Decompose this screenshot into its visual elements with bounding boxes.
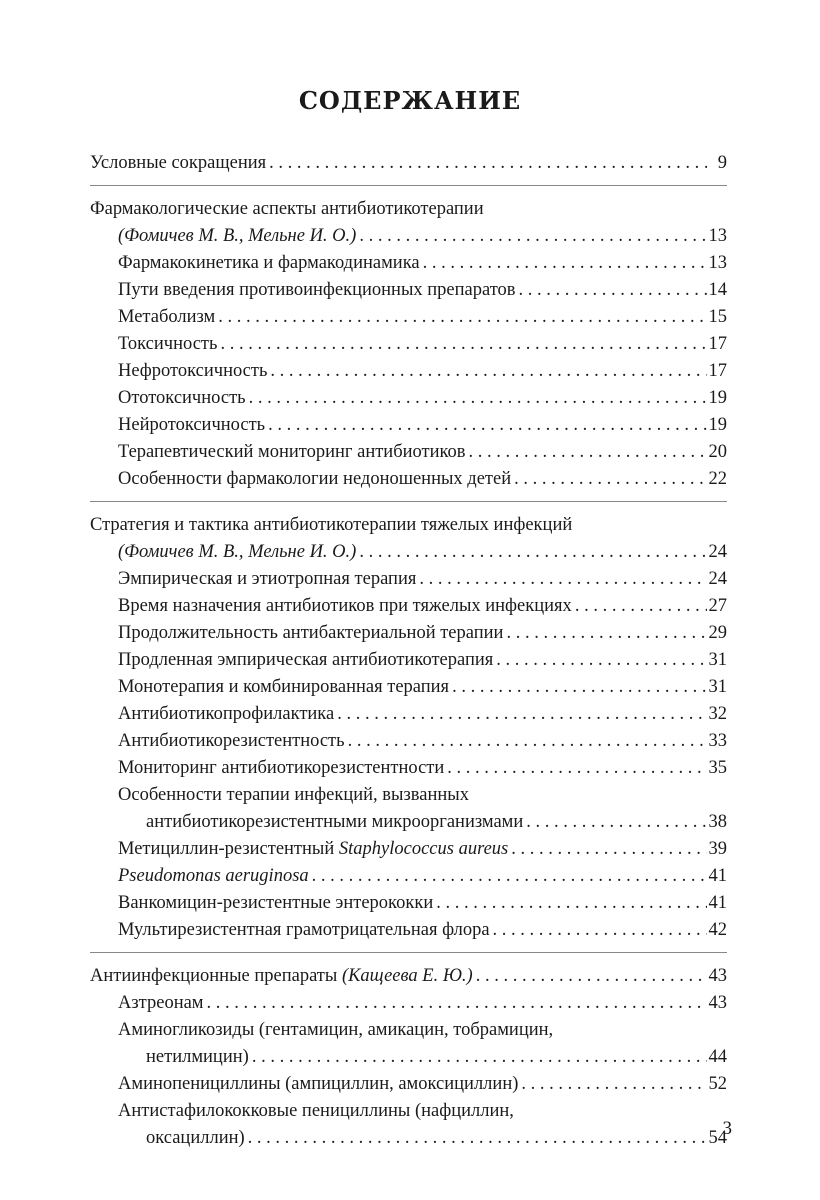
dot-leader bbox=[359, 223, 706, 250]
toc-entry-title bbox=[118, 1071, 518, 1098]
toc-page-number: 24 bbox=[708, 569, 727, 589]
dot-leader bbox=[207, 990, 707, 1017]
toc-entry[interactable] bbox=[90, 836, 727, 863]
toc-page-number: 42 bbox=[708, 920, 727, 940]
toc-entry-title bbox=[118, 890, 433, 917]
toc-entry-title bbox=[118, 385, 246, 412]
dot-leader bbox=[511, 836, 706, 863]
toc-page-number: 14 bbox=[708, 280, 727, 300]
toc-page-number: 52 bbox=[708, 1074, 727, 1094]
toc-entry-title bbox=[118, 539, 356, 566]
toc-page-number: 24 bbox=[708, 542, 727, 562]
toc-entry[interactable] bbox=[90, 304, 727, 331]
dot-leader bbox=[270, 358, 706, 385]
dot-leader bbox=[476, 963, 707, 990]
toc-entry-text: Продленная эмпирическая антибиотикотерапия bbox=[118, 650, 494, 670]
toc-entry-text: Нейротоксичность bbox=[118, 415, 266, 435]
toc-entry-text: Фармакокинетика и фармакодинамика bbox=[118, 253, 420, 273]
toc-entry[interactable] bbox=[90, 466, 727, 493]
toc-page-number: 41 bbox=[708, 866, 727, 886]
toc-entry-title bbox=[90, 963, 473, 990]
toc-entry-text: антибиотикорезистентными микроорганизмами bbox=[146, 812, 524, 832]
toc-entry[interactable] bbox=[90, 331, 727, 358]
toc-entry-text: Метициллин-резистентный bbox=[118, 839, 339, 859]
toc-page-number: 43 bbox=[708, 966, 727, 986]
dot-leader bbox=[496, 647, 706, 674]
dot-leader bbox=[252, 1044, 707, 1071]
toc-entry-line[interactable]: Антистафилококковые пенициллины (нафциллин, bbox=[118, 1101, 514, 1121]
dot-leader bbox=[312, 863, 707, 890]
dot-leader bbox=[337, 701, 706, 728]
toc-entry-text: Токсичность bbox=[118, 334, 218, 354]
toc-entry[interactable] bbox=[90, 1044, 727, 1071]
toc-page-number: 31 bbox=[708, 650, 727, 670]
toc-page-number: 43 bbox=[708, 993, 727, 1013]
toc-entry-title bbox=[118, 304, 215, 331]
dot-leader bbox=[423, 250, 707, 277]
table-of-contents bbox=[90, 150, 727, 1152]
toc-page-number: 15 bbox=[708, 307, 727, 327]
dot-leader bbox=[526, 809, 706, 836]
toc-entry-title bbox=[118, 250, 420, 277]
section-divider bbox=[90, 952, 727, 953]
toc-entry-title bbox=[118, 566, 416, 593]
toc-page-number: 29 bbox=[708, 623, 727, 643]
toc-entry-text: Азтреонам bbox=[118, 993, 204, 1013]
toc-page-number: 41 bbox=[708, 893, 727, 913]
toc-entry-text: Терапевтический мониторинг антибиотиков bbox=[118, 442, 466, 462]
toc-entry-text: Продолжительность антибактериальной терапии bbox=[118, 623, 504, 643]
toc-entry-title bbox=[146, 809, 523, 836]
toc-entry-title bbox=[118, 439, 466, 466]
toc-entry-title bbox=[118, 917, 490, 944]
dot-leader bbox=[521, 1071, 706, 1098]
dot-leader bbox=[575, 593, 707, 620]
toc-page-number: 9 bbox=[717, 153, 727, 173]
toc-entry[interactable] bbox=[90, 890, 727, 917]
toc-section-heading[interactable]: Фармакологические аспекты антибиотикотерапии bbox=[90, 199, 484, 219]
toc-entry-title bbox=[118, 647, 493, 674]
toc-entry-italic: (Кащеева Е. Ю.) bbox=[341, 966, 473, 986]
toc-page-number: 19 bbox=[708, 415, 727, 435]
toc-entry[interactable] bbox=[90, 917, 727, 944]
toc-entry[interactable] bbox=[90, 809, 727, 836]
toc-page-number: 13 bbox=[708, 226, 727, 246]
toc-entry[interactable] bbox=[90, 701, 727, 728]
toc-entry[interactable] bbox=[90, 439, 727, 466]
dot-leader bbox=[220, 331, 706, 358]
toc-entry-text: Нефротоксичность bbox=[118, 361, 268, 381]
toc-entry-title bbox=[146, 1125, 245, 1152]
page-title: СОДЕРЖАНИЕ bbox=[298, 86, 522, 115]
toc-entry[interactable] bbox=[90, 863, 727, 890]
toc-entry[interactable] bbox=[90, 593, 727, 620]
toc-entry-text: Монотерапия и комбинированная терапия bbox=[118, 677, 450, 697]
toc-entry[interactable] bbox=[90, 358, 727, 385]
toc-entry-italic: (Фомичев М. В., Мельне И. О.) bbox=[118, 542, 357, 562]
toc-page-number: 39 bbox=[708, 839, 727, 859]
toc-entry-title bbox=[118, 836, 508, 863]
dot-leader bbox=[469, 439, 707, 466]
toc-page-number: 17 bbox=[708, 334, 727, 354]
page-number: 3 bbox=[722, 1118, 732, 1139]
dot-leader bbox=[218, 304, 706, 331]
toc-entry[interactable] bbox=[90, 1071, 727, 1098]
dot-leader bbox=[514, 466, 706, 493]
toc-entry[interactable] bbox=[90, 385, 727, 412]
toc-page-number: 35 bbox=[708, 758, 727, 778]
toc-entry-title bbox=[118, 755, 444, 782]
toc-entry[interactable] bbox=[90, 1125, 727, 1152]
toc-page-number: 17 bbox=[708, 361, 727, 381]
toc-entry[interactable] bbox=[90, 277, 727, 304]
dot-leader bbox=[493, 917, 707, 944]
dot-leader bbox=[359, 539, 706, 566]
toc-entry-text: Ототоксичность bbox=[118, 388, 246, 408]
toc-entry-text: Антибиотикопрофилактика bbox=[118, 704, 335, 724]
toc-entry-title bbox=[118, 466, 511, 493]
toc-page-number: 38 bbox=[708, 812, 727, 832]
dot-leader bbox=[436, 890, 706, 917]
toc-entry-italic: Staphylococcus aureus bbox=[338, 839, 509, 859]
toc-entry-text: Антибиотикорезистентность bbox=[118, 731, 345, 751]
toc-entry[interactable] bbox=[90, 150, 727, 177]
toc-entry-text: Пути введения противоинфекционных препаратов bbox=[118, 280, 516, 300]
toc-page-number: 31 bbox=[708, 677, 727, 697]
toc-entry-title bbox=[118, 223, 356, 250]
toc-entry-text: оксациллин) bbox=[146, 1128, 245, 1148]
toc-page-number: 20 bbox=[708, 442, 727, 462]
toc-entry-line[interactable]: Аминогликозиды (гентамицин, амикацин, тобрамицин, bbox=[118, 1020, 554, 1040]
toc-entry-text: Антиинфекционные препараты bbox=[90, 966, 342, 986]
toc-page-number: 27 bbox=[708, 596, 727, 616]
toc-entry-title bbox=[118, 863, 309, 890]
toc-entry[interactable] bbox=[90, 728, 727, 755]
toc-entry-title bbox=[118, 674, 449, 701]
toc-entry-text: Мультирезистентная грамотрицательная флора bbox=[118, 920, 490, 940]
toc-entry-text: нетилмицин) bbox=[146, 1047, 249, 1067]
toc-entry-text: Мониторинг антибиотикорезистентности bbox=[118, 758, 445, 778]
toc-entry[interactable] bbox=[90, 647, 727, 674]
toc-entry-title bbox=[118, 593, 572, 620]
toc-entry[interactable] bbox=[90, 250, 727, 277]
dot-leader bbox=[268, 412, 706, 439]
toc-entry[interactable] bbox=[90, 755, 727, 782]
toc-entry-text: Условные сокращения bbox=[90, 153, 267, 173]
toc-entry[interactable] bbox=[90, 963, 727, 990]
toc-page-number: 22 bbox=[708, 469, 727, 489]
toc-entry-text: Эмпирическая и этиотропная терапия bbox=[118, 569, 417, 589]
toc-entry-title bbox=[118, 620, 503, 647]
dot-leader bbox=[447, 755, 706, 782]
toc-entry-italic: (Фомичев М. В., Мельне И. О.) bbox=[118, 226, 357, 246]
toc-entry[interactable] bbox=[90, 990, 727, 1017]
toc-page-number: 13 bbox=[708, 253, 727, 273]
toc-entry-title bbox=[118, 331, 217, 358]
dot-leader bbox=[248, 1125, 707, 1152]
dot-leader bbox=[348, 728, 707, 755]
toc-entry-text: Особенности фармакологии недоношенных детей bbox=[118, 469, 512, 489]
toc-entry[interactable] bbox=[90, 412, 727, 439]
dot-leader bbox=[249, 385, 707, 412]
toc-entry-title bbox=[118, 701, 334, 728]
toc-entry-line[interactable]: Особенности терапии инфекций, вызванных bbox=[118, 785, 469, 805]
toc-entry-title bbox=[146, 1044, 249, 1071]
toc-entry-title bbox=[118, 277, 516, 304]
toc-entry-text: Время назначения антибиотиков при тяжелых инфекциях bbox=[118, 596, 572, 616]
toc-entry-title bbox=[118, 412, 265, 439]
toc-entry[interactable] bbox=[90, 620, 727, 647]
section-divider bbox=[90, 501, 727, 502]
toc-entry-title bbox=[118, 990, 204, 1017]
dot-leader bbox=[419, 566, 706, 593]
toc-entry-title bbox=[118, 728, 345, 755]
toc-entry[interactable] bbox=[90, 539, 727, 566]
toc-entry[interactable] bbox=[90, 566, 727, 593]
dot-leader bbox=[452, 674, 706, 701]
toc-entry-title bbox=[90, 150, 266, 177]
toc-page-number: 54 bbox=[708, 1128, 727, 1148]
section-divider bbox=[90, 185, 727, 186]
toc-entry-text: Ванкомицин-резистентные энтерококки bbox=[118, 893, 434, 913]
toc-entry-text: Аминопенициллины (ампициллин, амоксициллин) bbox=[118, 1074, 519, 1094]
toc-page-number: 32 bbox=[708, 704, 727, 724]
toc-page-number: 44 bbox=[708, 1047, 727, 1067]
dot-leader bbox=[506, 620, 706, 647]
toc-page-number: 19 bbox=[708, 388, 727, 408]
toc-section-heading[interactable]: Стратегия и тактика антибиотикотерапии тяжелых инфекций bbox=[90, 515, 573, 535]
toc-entry-italic: Pseudomonas aeruginosa bbox=[118, 866, 309, 886]
dot-leader bbox=[519, 277, 707, 304]
toc-entry[interactable] bbox=[90, 674, 727, 701]
toc-entry[interactable] bbox=[90, 223, 727, 250]
toc-entry-text: Метаболизм bbox=[118, 307, 216, 327]
toc-entry-title bbox=[118, 358, 267, 385]
toc-page-number: 33 bbox=[708, 731, 727, 751]
dot-leader bbox=[269, 150, 707, 177]
